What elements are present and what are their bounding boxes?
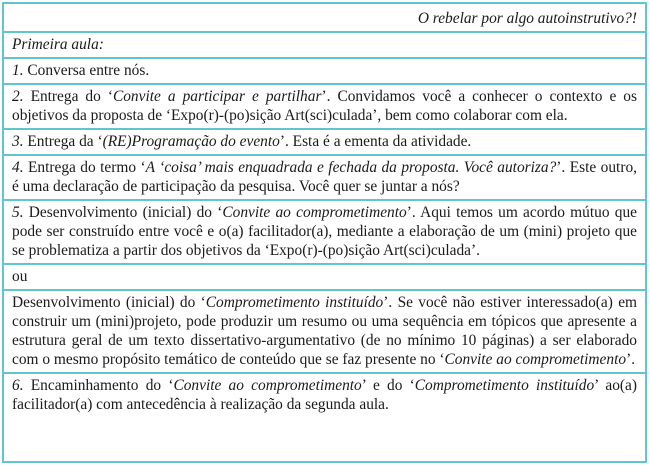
item-text: A ‘coisa’ mais enquadrada e fechada da proposta. Você autoriza? (145, 159, 557, 176)
item-text: Comprometimento instituído (205, 294, 384, 311)
item-text: Entrega da ‘ (23, 133, 103, 150)
list-item (4, 59, 645, 85)
item-number: 3. (12, 133, 24, 150)
heading-text: Primeira aula: (12, 36, 104, 53)
item-text: Entrega do termo ‘ (23, 159, 146, 176)
item-text: Entrega do ‘ (23, 88, 113, 105)
item-text: Encaminhamento do ‘ (23, 377, 174, 394)
item-text: ’. Se você não estiver interessado(a) em construir um (mini)projeto, pode produzir um resumo ou uma sequência em tópicos que apresente a estrutura geral de um texto dissertativo-argumentativo (de no mínimo 10 páginas) a ser elaborado com o mesmo propósito temático de conteúdo que se faz presente no ‘ (12, 294, 638, 368)
list-item (4, 130, 645, 156)
item-text: ’. Convidamos você a conhecer o contexto e os objetivos da proposta de ‘Expo(r)-(po)sição Art(sci)culada’, bem como colaborar com ela. (12, 88, 637, 124)
item-text: Desenvolvimento (inicial) do ‘ (23, 204, 223, 221)
item-number: 4. (12, 159, 24, 176)
item-text: Convite ao comprometimento (222, 204, 407, 221)
item-text: ’. Esta é a ementa da atividade. (279, 133, 472, 150)
box-title: O rebelar por algo autoinstrutivo?! (4, 4, 645, 33)
item-text: Desenvolvimento (inicial) do ‘ (12, 294, 206, 311)
item-text: Convite ao comprometimento (444, 351, 627, 368)
item-text: ’. Aqui temos um acordo mútuo que pode ser construído entre você e o(a) facilitador(a), mediante a elaboração de um (mini) projeto que se problematiza a partir dos objetivos da ‘Expo(r)-(po)sição Art(sci)culada’. (12, 204, 637, 259)
item-number: 6. (12, 377, 24, 394)
item-number: 1. (12, 62, 24, 79)
list-item (4, 85, 645, 130)
item-text: ’. (626, 351, 636, 368)
list-item (4, 374, 645, 417)
item-text: Convite a participar e partilhar (112, 88, 322, 105)
list-item (4, 265, 645, 291)
list-item (4, 156, 645, 201)
item-text: ou (12, 268, 28, 285)
item-number: 2. (12, 88, 24, 105)
list-item (4, 291, 645, 374)
item-number: 5. (12, 204, 24, 221)
item-text: ’ e do ‘ (361, 377, 415, 394)
item-text: (RE)Programação do evento (102, 133, 280, 150)
item-text: Convite ao comprometimento (173, 377, 362, 394)
item-text: Conversa entre nós. (23, 62, 150, 79)
item-text: Comprometimento instituído (414, 377, 595, 394)
activity-box (2, 2, 647, 463)
list-item (4, 201, 645, 265)
heading (4, 33, 645, 59)
item-text: ’ ao(a) facilitador(a) com antecedência à realização da segunda aula. (12, 377, 637, 413)
item-text: ’. Este outro, é uma declaração de participação da pesquisa. Você quer se juntar a nós? (12, 159, 637, 195)
